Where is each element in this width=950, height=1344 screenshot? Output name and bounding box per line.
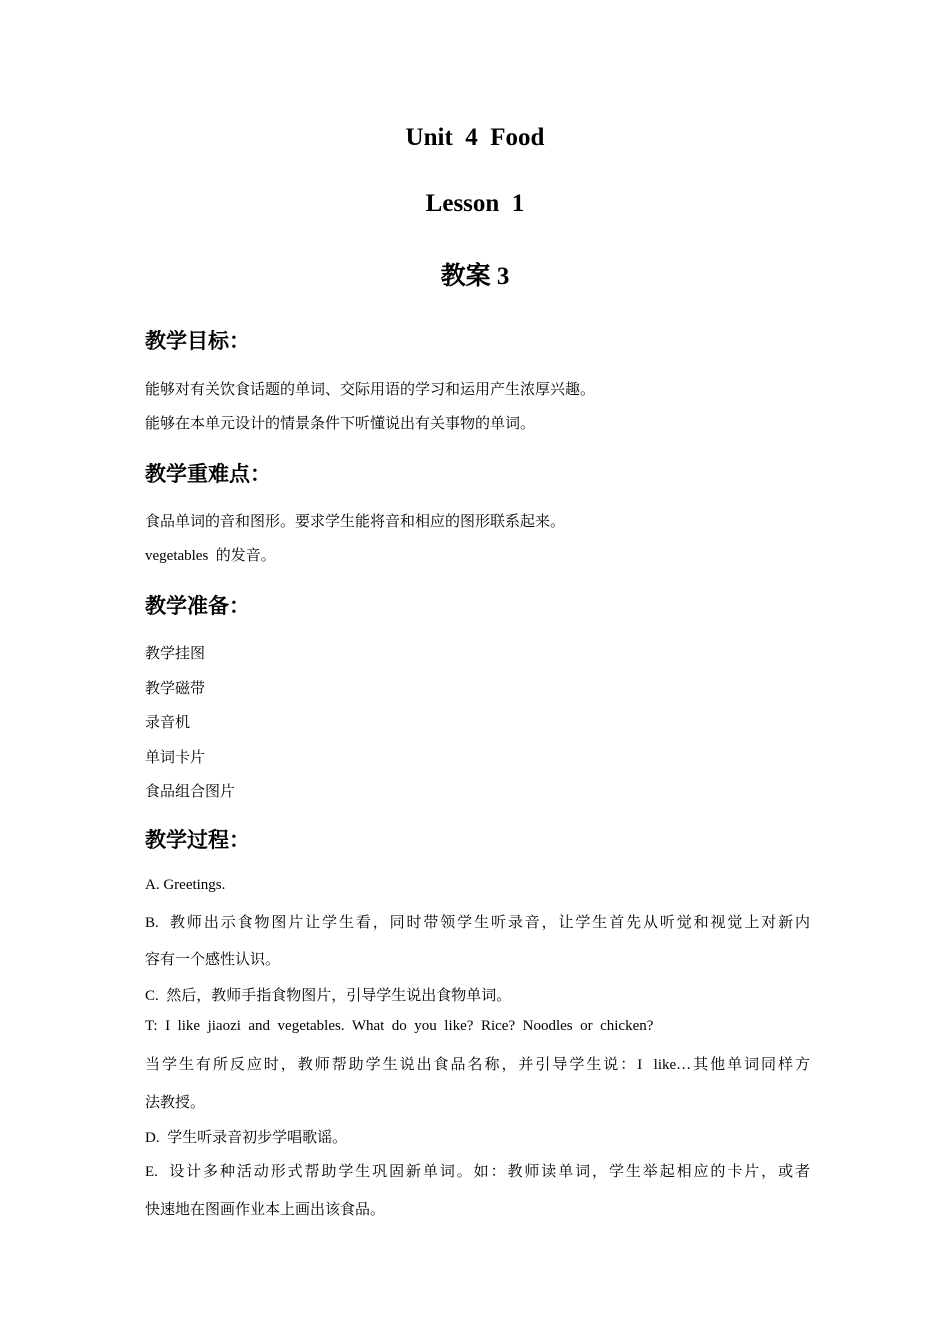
process-line: 快速地在图画作业本上画出该食品。 (145, 1202, 386, 1218)
key-point-item: vegetables 的发音。 (145, 548, 276, 564)
key-point-item: 食品单词的音和图形。要求学生能将音和相应的图形联系起来。 (145, 514, 566, 530)
process-line: B. 教师出示食物图片让学生看，同时带领学生听录音，让学生首先从听觉和视觉上对新内 (145, 915, 810, 931)
plan-label: 教案 3 (440, 263, 510, 290)
preparation-item: 食品组合图片 (145, 784, 236, 800)
preparation-item: 教学挂图 (145, 646, 206, 662)
preparation-item: 录音机 (145, 715, 191, 731)
objective-item: 能够对有关饮食话题的单词、交际用语的学习和运用产生浓厚兴趣。 (145, 382, 596, 398)
process-line: T: I like jiaozi and vegetables. What do you like? Rice? Noodles or chicken? (145, 1018, 654, 1034)
process-line: 当学生有所反应时，教师帮助学生说出食品名称，并引导学生说：I like…其他单词同样方 (145, 1057, 810, 1073)
process-heading: 教学过程： (145, 828, 250, 852)
objectives-heading: 教学目标： (145, 329, 250, 353)
process-line: D. 学生听录音初步学唱歌谣。 (145, 1130, 348, 1146)
process-line: A. Greetings. (145, 877, 226, 893)
preparation-heading: 教学准备： (145, 594, 250, 618)
process-line: 法教授。 (145, 1095, 206, 1111)
preparation-item: 教学磁带 (145, 681, 206, 697)
process-line: E. 设计多种活动形式帮助学生巩固新单词。如：教师读单词，学生举起相应的卡片，或者 (145, 1164, 810, 1180)
document-title: Unit 4 Food (405, 124, 545, 151)
lesson-subtitle: Lesson 1 (425, 190, 525, 217)
preparation-item: 单词卡片 (145, 750, 206, 766)
process-line: 容有一个感性认识。 (145, 952, 281, 968)
process-line: C. 然后，教师手指食物图片，引导学生说出食物单词。 (145, 988, 512, 1004)
objective-item: 能够在本单元设计的情景条件下听懂说出有关事物的单词。 (145, 416, 536, 432)
key-points-heading: 教学重难点： (145, 462, 271, 486)
